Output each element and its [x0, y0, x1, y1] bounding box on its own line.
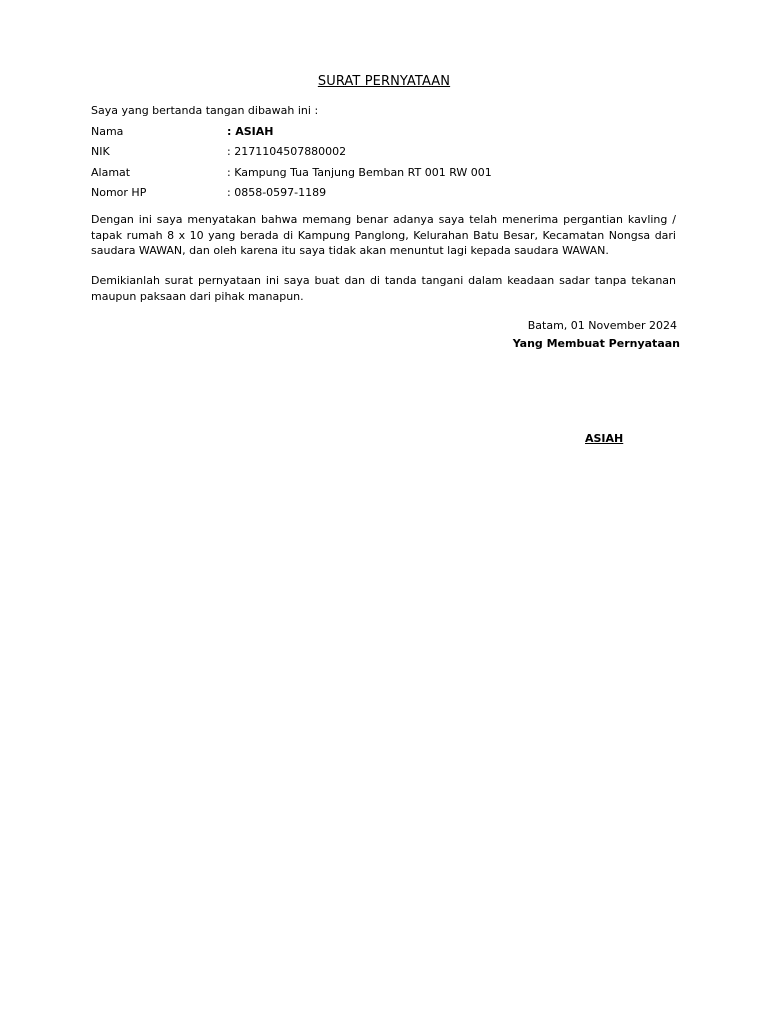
field-label-alamat: Alamat — [91, 166, 131, 179]
field-value-nama: : ASIAH — [227, 125, 274, 138]
intro-text: Saya yang bertanda tangan dibawah ini : — [91, 104, 319, 117]
field-row-nomor-hp — [91, 186, 681, 202]
field-label-nik: NIK — [91, 145, 110, 158]
statement-paragraph: Dengan ini saya menyatakan bahwa memang benar adanya saya telah menerima pergantian kavling / tapak rumah 8 x 10 yang berada di Kampung Panglong, Kelurahan Batu Besar, Kecamatan Nongsa dari saudara WAWAN, dan oleh karena itu saya tidak akan menuntut lagi kepada saudara WAWAN. — [91, 213, 676, 257]
field-label-nama: Nama — [91, 125, 124, 138]
document-title: SURAT PERNYATAAN — [317, 74, 451, 89]
field-row-nama — [91, 125, 681, 141]
field-row-nik — [91, 145, 681, 161]
field-value-alamat: : Kampung Tua Tanjung Bemban RT 001 RW 001 — [227, 166, 492, 179]
field-value-nik: : 2171104507880002 — [227, 145, 347, 158]
place-date: Batam, 01 November 2024 — [527, 319, 677, 332]
closing-paragraph: Demikianlah surat pernyataan ini saya buat dan di tanda tangani dalam keadaan sadar tanpa tekanan maupun paksaan dari pihak manapun. — [91, 274, 676, 303]
field-value-nomor-hp: : 0858-0597-1189 — [227, 186, 327, 199]
signer-name: ASIAH — [585, 432, 624, 445]
maker-label: Yang Membuat Pernyataan — [512, 337, 680, 350]
field-row-alamat — [91, 166, 681, 182]
field-label-nomor-hp: Nomor HP — [91, 186, 147, 199]
